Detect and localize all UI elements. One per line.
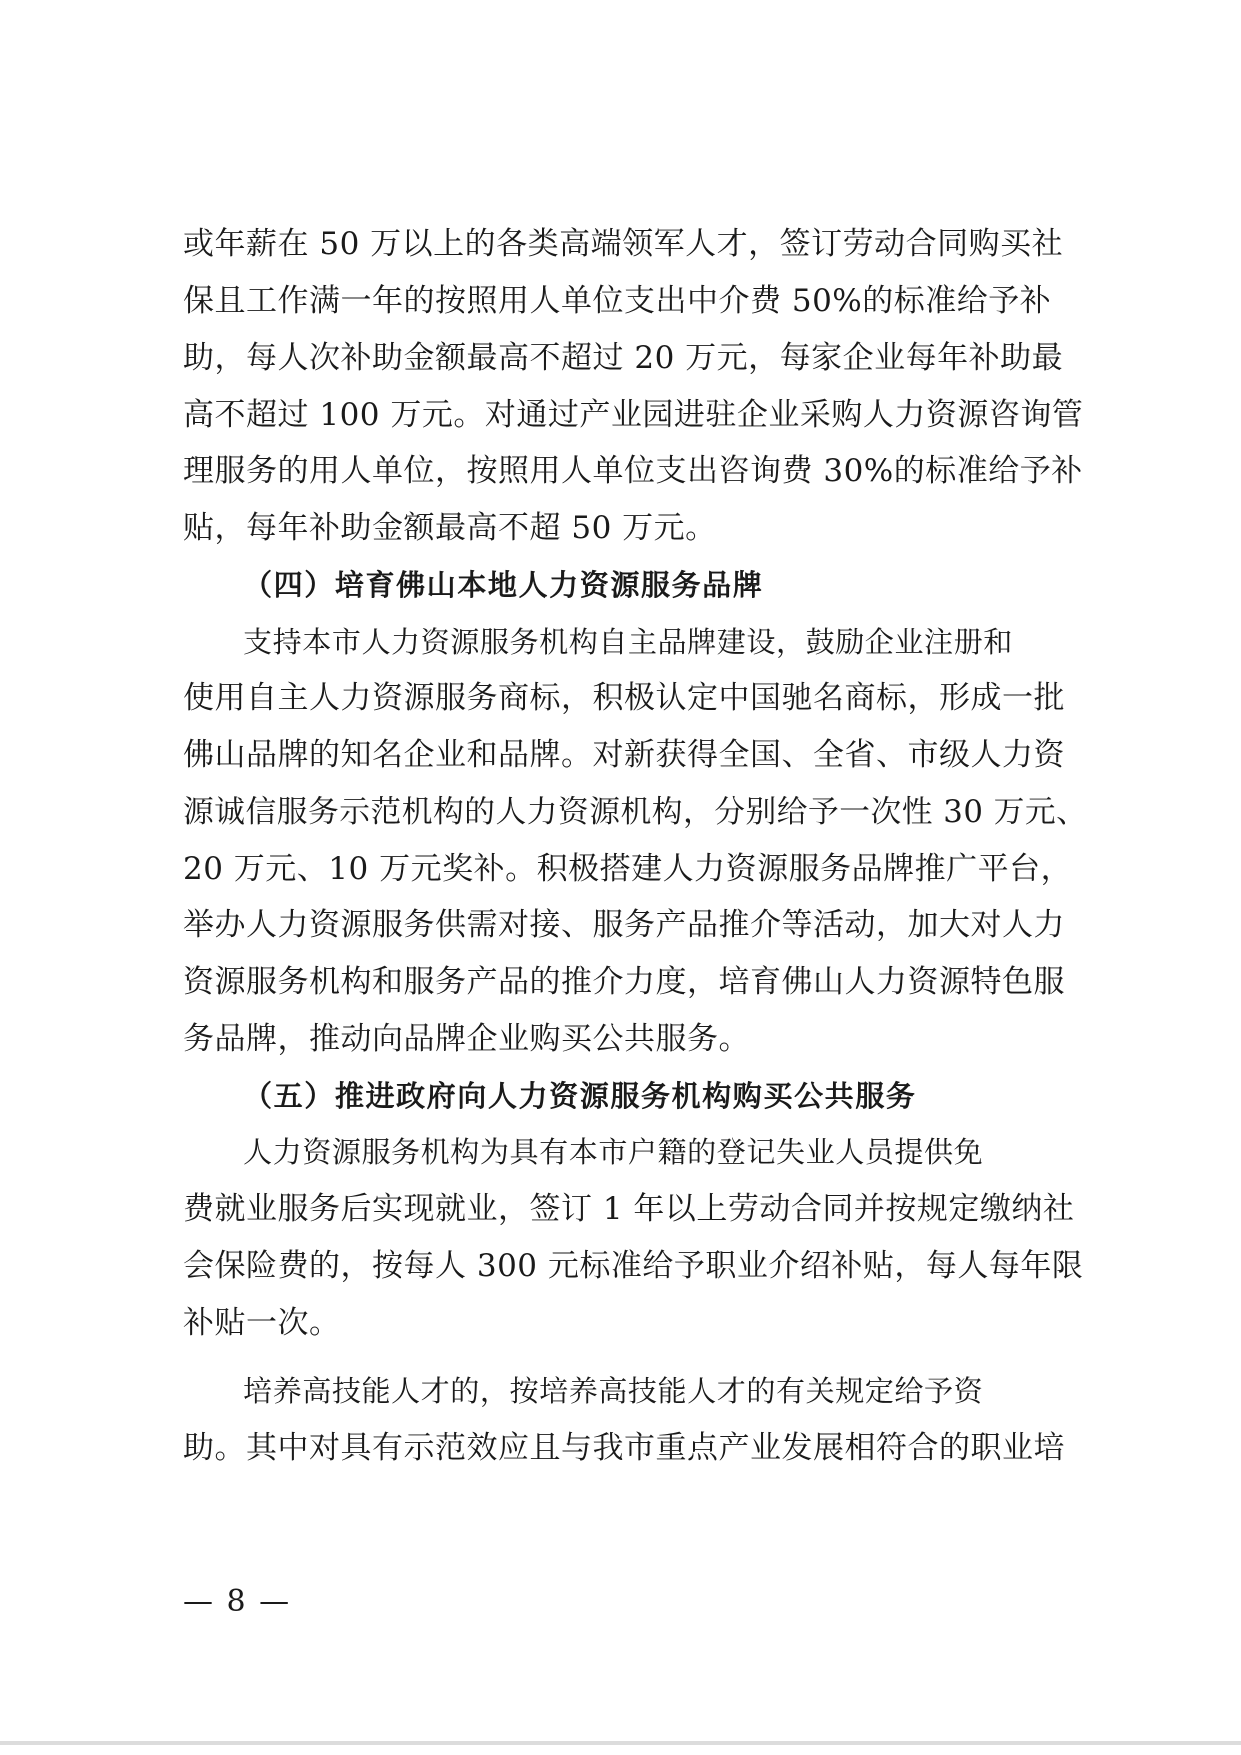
- body-line: 费就业服务后实现就业，签订 1 年以上劳动合同并按规定缴纳社: [183, 1191, 1075, 1227]
- body-line: 支持本市人力资源服务机构自主品牌建设，鼓励企业注册和: [243, 625, 1013, 659]
- body-line: 佛山品牌的知名企业和品牌。对新获得全国、全省、市级人力资: [183, 737, 1065, 773]
- body-line: 高不超过 100 万元。对通过产业园进驻企业采购人力资源咨询管: [183, 397, 1084, 433]
- section-heading-4: （四）培育佛山本地人力资源服务品牌: [243, 568, 764, 602]
- body-line: 助。其中对具有示范效应且与我市重点产业发展相符合的职业培: [183, 1430, 1065, 1466]
- body-line: 保且工作满一年的按照用人单位支出中介费 50%的标准给予补: [183, 283, 1052, 319]
- body-line: 资源服务机构和服务产品的推介力度，培育佛山人力资源特色服: [183, 964, 1065, 1000]
- scan-edge-divider: [0, 1741, 1241, 1745]
- body-line: 使用自主人力资源服务商标，积极认定中国驰名商标，形成一批: [183, 680, 1065, 716]
- section-heading-5: （五）推进政府向人力资源服务机构购买公共服务: [243, 1079, 917, 1113]
- body-line: 或年薪在 50 万以上的各类高端领军人才，签订劳动合同购买社: [183, 226, 1064, 262]
- body-line: 会保险费的，按每人 300 元标准给予职业介绍补贴，每人每年限: [183, 1248, 1084, 1284]
- body-line: 源诚信服务示范机构的人力资源机构，分别给予一次性 30 万元、: [183, 794, 1088, 830]
- body-line: 助，每人次补助金额最高不超过 20 万元，每家企业每年补助最: [183, 340, 1064, 376]
- body-line: 人力资源服务机构为具有本市户籍的登记失业人员提供免: [243, 1135, 984, 1169]
- body-line: 贴，每年补助金额最高不超 50 万元。: [183, 510, 717, 546]
- body-line: 举办人力资源服务供需对接、服务产品推介等活动，加大对人力: [183, 907, 1065, 943]
- body-line: 补贴一次。: [183, 1305, 341, 1341]
- body-line: 培养高技能人才的，按培养高技能人才的有关规定给予资: [243, 1374, 984, 1408]
- body-line: 理服务的用人单位，按照用人单位支出咨询费 30%的标准给予补: [183, 453, 1083, 489]
- body-line: 20 万元、10 万元奖补。积极搭建人力资源服务品牌推广平台，: [183, 851, 1073, 887]
- page-number: — 8 —: [183, 1584, 292, 1619]
- body-line: 务品牌，推动向品牌企业购买公共服务。: [183, 1021, 750, 1057]
